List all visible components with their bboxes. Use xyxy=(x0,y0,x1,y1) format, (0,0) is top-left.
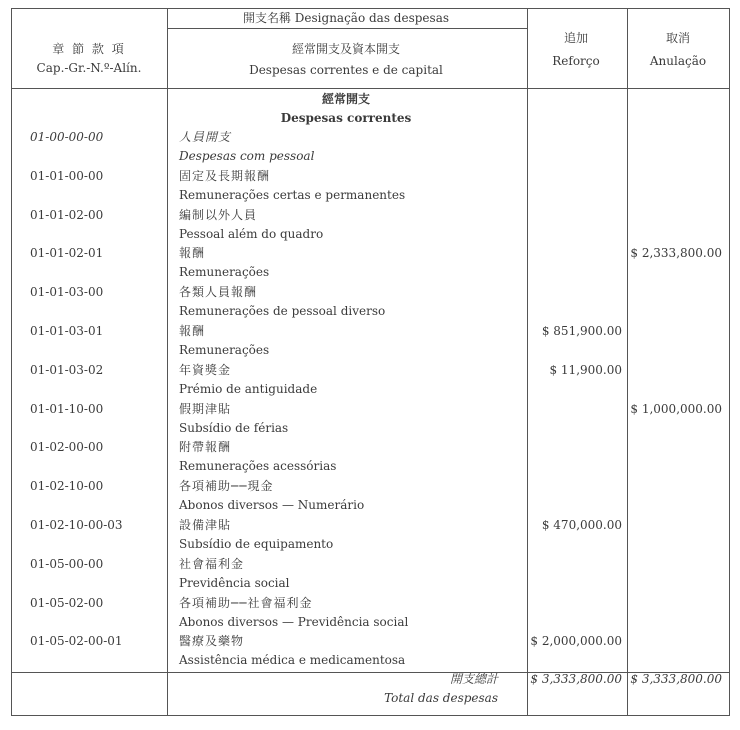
header-reforco-zh: 追加 xyxy=(563,31,588,45)
row-code: 01-05-00-00 xyxy=(30,557,104,571)
row-name-pt: Previdência social xyxy=(179,576,290,590)
row-code: 01-01-10-00 xyxy=(30,402,104,416)
total-anulacao: $ 3,333,800.00 xyxy=(630,672,722,686)
header-reforco-pt: Reforço xyxy=(552,54,600,68)
row-name-pt: Subsídio de equipamento xyxy=(179,537,334,551)
row-code: 01-01-00-00 xyxy=(30,169,104,183)
row-reforco: $ 470,000.00 xyxy=(541,518,622,532)
row-name-zh: 固定及長期報酬 xyxy=(179,169,271,183)
row-name-pt: Remunerações certas e permanentes xyxy=(179,188,406,202)
row-reforco: $ 2,000,000.00 xyxy=(530,634,622,648)
header-code-pt: Cap.-Gr.-N.º-Alín. xyxy=(36,61,142,75)
row-name-zh: 年資獎金 xyxy=(179,363,232,377)
row-code: 01-01-03-00 xyxy=(30,285,104,299)
row-name-zh: 編制以外人員 xyxy=(179,208,258,222)
total-label-pt: Total das despesas xyxy=(384,691,498,705)
total-reforco: $ 3,333,800.00 xyxy=(530,672,622,686)
row-code: 01-01-03-01 xyxy=(30,324,104,338)
row-reforco: $ 851,900.00 xyxy=(541,324,622,338)
row-name-zh: 附帶報酬 xyxy=(179,440,232,454)
row-name-pt: Despesas com pessoal xyxy=(179,149,315,163)
row-name-pt: Abonos diversos — Previdência social xyxy=(179,615,409,629)
row-name-pt: Remunerações de pessoal diverso xyxy=(179,304,386,318)
header-designation-zh: 經常開支及資本開支 xyxy=(291,42,400,56)
row-name-zh: 報酬 xyxy=(179,246,206,260)
row-anulacao: $ 1,000,000.00 xyxy=(630,402,722,416)
row-name-pt: Subsídio de férias xyxy=(179,421,289,435)
header-designation-top: 開支名稱 Designação das despesas xyxy=(242,11,450,25)
row-name-zh: 設備津貼 xyxy=(179,518,232,532)
row-code: 01-01-02-01 xyxy=(30,246,104,260)
row-name-zh: 各項補助──社會福利金 xyxy=(179,596,313,610)
column-divider xyxy=(627,9,628,715)
row-name-zh: 假期津貼 xyxy=(179,402,232,416)
row-code: 01-05-02-00 xyxy=(30,596,104,610)
row-anulacao: $ 2,333,800.00 xyxy=(630,246,722,260)
row-name-pt: Assistência médica e medicamentosa xyxy=(179,653,406,667)
row-name-zh: 社會福利金 xyxy=(179,557,245,571)
section-title-pt: Despesas correntes xyxy=(280,111,412,125)
header-subdivider xyxy=(167,28,527,29)
row-name-zh: 各類人員報酬 xyxy=(179,285,258,299)
row-code: 01-02-10-00 xyxy=(30,479,104,493)
row-code: 01-01-03-02 xyxy=(30,363,104,377)
row-name-pt: Prémio de antiguidade xyxy=(179,382,318,396)
section-title-zh: 經常開支 xyxy=(321,92,370,106)
total-label-zh: 開支總計 xyxy=(449,672,498,686)
header-bottom-rule xyxy=(12,88,729,89)
row-code: 01-05-02-00-01 xyxy=(30,634,123,648)
header-anulacao-pt: Anulação xyxy=(649,54,707,68)
row-name-pt: Remunerações xyxy=(179,343,270,357)
row-name-pt: Abonos diversos — Numerário xyxy=(179,498,365,512)
row-name-zh: 人員開支 xyxy=(179,130,232,144)
row-code: 01-00-00-00 xyxy=(30,130,104,144)
row-name-pt: Pessoal além do quadro xyxy=(179,227,324,241)
header-code-zh: 章 節 款 項 xyxy=(52,42,126,56)
row-name-zh: 各項補助──現金 xyxy=(179,479,274,493)
row-code: 01-02-10-00-03 xyxy=(30,518,123,532)
row-reforco: $ 11,900.00 xyxy=(549,363,622,377)
row-name-zh: 報酬 xyxy=(179,324,206,338)
row-name-zh: 醫療及藥物 xyxy=(179,634,245,648)
row-name-pt: Remunerações acessórias xyxy=(179,459,337,473)
header-designation-pt: Despesas correntes e de capital xyxy=(249,63,443,77)
row-code: 01-01-02-00 xyxy=(30,208,104,222)
column-divider xyxy=(527,9,528,715)
row-name-pt: Remunerações xyxy=(179,265,270,279)
row-code: 01-02-00-00 xyxy=(30,440,104,454)
header-anulacao-zh: 取消 xyxy=(665,31,690,45)
